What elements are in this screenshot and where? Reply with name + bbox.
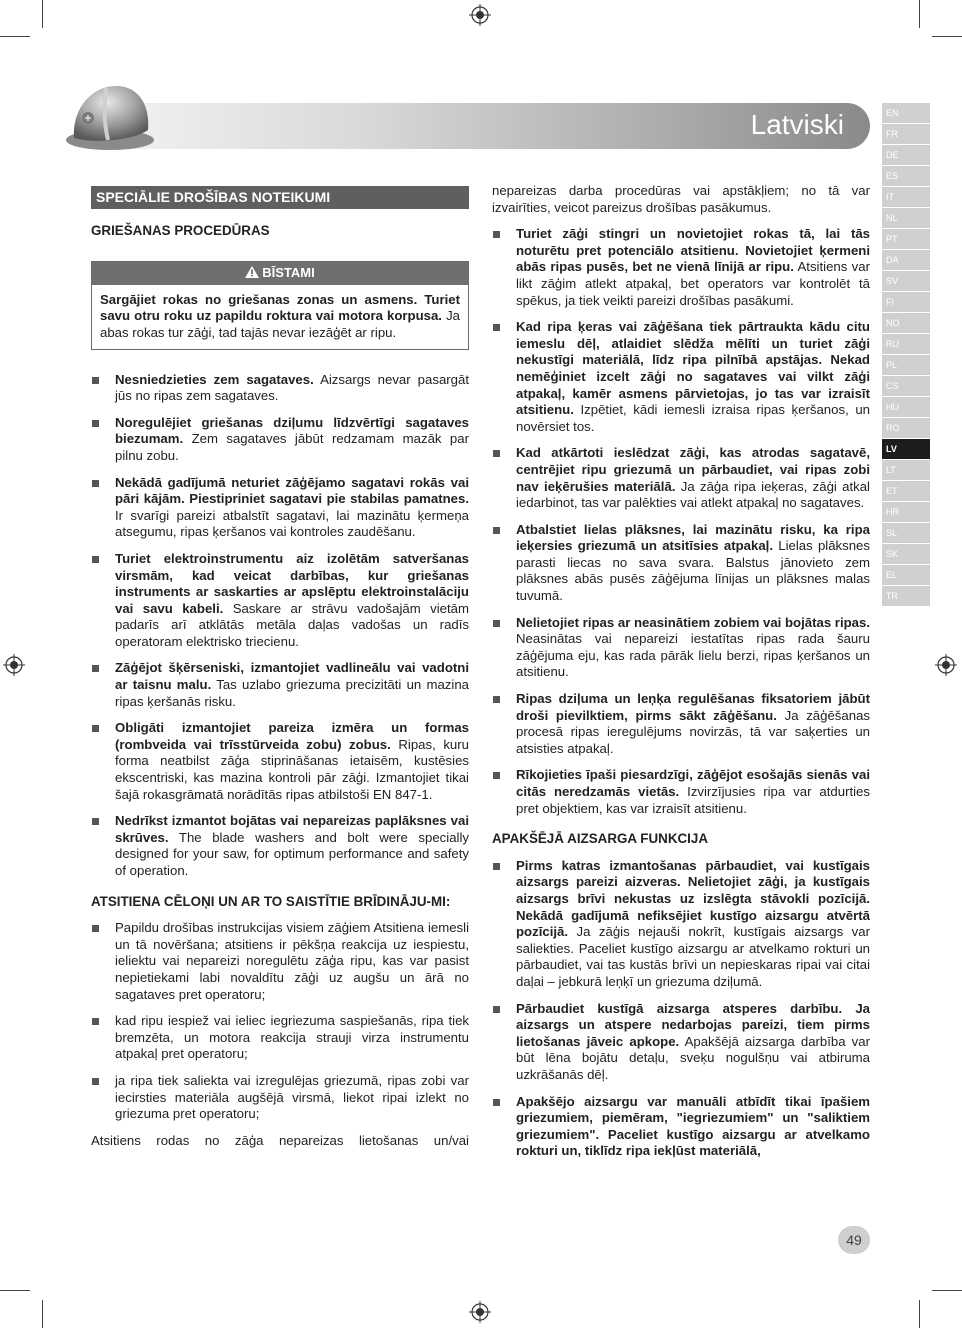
list-item: Nelietojiet ripas ar neasinātiem zobiem vai bojātas ripas. Neasinātas vai nepareizi iestatītas ripas rada šauru zāģējuma eju, kas rada pārāk lielu berzi, ripas ķeršanos un atsitienu.: [492, 615, 870, 681]
list-item: Nedrīkst izmantot bojātas vai nepareizas paplāksnes vai skrūves. The blade washers and bolt were specially designed for your saw, for optimum performance and safety of operation.: [91, 813, 469, 879]
lang-tab[interactable]: RU: [882, 334, 930, 354]
lang-tab[interactable]: ES: [882, 166, 930, 186]
page-title: Latviski: [750, 109, 844, 140]
lang-tab[interactable]: NO: [882, 313, 930, 333]
registration-mark-icon: [935, 654, 957, 676]
registration-mark-icon: [3, 654, 25, 676]
subheading-guard: APAKŠĒJĀ AIZSARGA FUNKCIJA: [492, 831, 709, 847]
lang-tab[interactable]: EL: [882, 565, 930, 585]
list-item: Nesniedzieties zem sagataves. Aizsargs nevar pasargāt jūs no ripas zem sagataves.: [91, 372, 469, 405]
lang-tab[interactable]: FI: [882, 292, 930, 312]
guard-list: [492, 858, 870, 1160]
page-number: 49: [838, 1226, 870, 1254]
subheading-cutting: GRIEŠANAS PROCEDŪRAS: [91, 222, 270, 238]
list-item: Kad atkārtoti ieslēdzat zāģi, kas atrodas sagatavē, centrējiet ripu griezumā un pārbaudiet, vai ripas zobi nav ieķērušies materiālā. Ja zāģa ripa ieķeras, zāģi atkal iedarbinot, tas var palēkties vai atlekt atpakaļ no sagataves.: [492, 445, 870, 511]
cutting-list: [91, 372, 469, 880]
crop-mark: [919, 1300, 920, 1328]
lang-tab[interactable]: HR: [882, 502, 930, 522]
registration-mark-icon: [469, 4, 491, 26]
crop-mark: [0, 1290, 30, 1291]
list-item: Pārbaudiet kustīgā aizsarga atsperes darbību. Ja aizsargs un atspere nedarbojas pareizi, tiem pirms lietošanas jāveic apkope. Apakšējā aizsarga darbība var būt lēna bojātu detaļu, sveķu nogulšņu vai atbiruma uzkrāšanās dēļ.: [492, 1001, 870, 1084]
lang-tab[interactable]: DE: [882, 145, 930, 165]
list-item: Nekādā gadījumā neturiet zāģējamo sagatavi rokās vai pāri kājām. Piestipriniet sagatavi pie stabilas pamatnes. Ir svarīgi pareizi atbalstīt sagatavi, lai mazinātu ķermeņa atsegumu, ripas ķeršanos vai kontroles zaudēšanu.: [91, 475, 469, 541]
danger-header: [92, 262, 468, 285]
list-item: Papildu drošības instrukcijas visiem zāģiem Atsitiena iemesli un tā novēršana; atsitiens ir pēkšņa reakcija uz iespiestu, ieliektu vai nepareizi noregulētu zāģa ripu, kas var pasist nepietiekami labi novaldītu zāģi uz augšu un ārā no sagataves pret operatoru;: [91, 920, 469, 1003]
lang-tab[interactable]: SK: [882, 544, 930, 564]
list-item: Turiet elektroinstrumentu aiz izolētām satveršanas virsmām, kad veicat darbības, kur griešanas instruments ar saskarties ar apslēptu elektroinstalāciju vai savu kabeli. Saskare ar strāvu vadošajām vietām padarīs arī atklātās metāla daļas vadošas un radīs operatoram elektrisko triecienu.: [91, 551, 469, 651]
lang-tab[interactable]: EN: [882, 103, 930, 123]
list-item: Noregulējiet griešanas dziļumu līdzvērtīgi sagataves biezumam. Zem sagataves jābūt redzamam mazāk par pilnu zobu.: [91, 415, 469, 465]
list-item: Rīkojieties īpaši piesardzīgi, zāģējot esošajās sienās vai citās neredzamās vietās. Izvirzījusies ripa var atdurties pret objektiem, kas var izraisīt atsitienu.: [492, 767, 870, 817]
list-item: ja ripa tiek saliekta vai izregulējas griezumā, ripas zobi var iecirsties materiāla augšējā virsmā, liekot ripai izlekt no griezuma pret operatoru;: [91, 1073, 469, 1123]
lang-tab[interactable]: LT: [882, 460, 930, 480]
crop-mark: [932, 1290, 962, 1291]
registration-mark-icon: [469, 1301, 491, 1323]
kickback-paragraph-continued: nepareizas darba procedūras vai apstākļiem; no tā var izvairīties, veicot pareizus drošības pasākumus.: [492, 183, 870, 215]
lang-tab[interactable]: TR: [882, 586, 930, 606]
subheading-kickback: ATSITIENA CĒLOŅI UN AR TO SAISTĪTIE BRĪDINĀJU-MI:: [91, 893, 451, 909]
lang-tab-active[interactable]: LV: [882, 439, 930, 459]
list-item: Atbalstiet lielas plāksnes, lai mazinātu risku, ka ripa ieķersies griezumā un atsitīsies atpakaļ. Lielas plāksnes parasti liecas no sava svara. Balstus jānovieto zem plāksnes abās pusēs zāģējuma līnijas un plāksnes malas tuvumā.: [492, 522, 870, 605]
list-item: Pirms katras izmantošanas pārbaudiet, vai kustīgais aizsargs pareizi aizveras. Nelietojiet zāģi, ja kustīgais aizsargs brīvi nekustas uz izslēgta stāvokli pozīcijā. Nekādā gadījumā nefiksējiet kustīgo aizsargu atvērtā pozīcijā. Ja zāģis nejauši nokrīt, kustīgais aizsargs var saliekties. Paceliet kustīgo aizsargu ar atvelkamo rokturi un pārbaudiet, vai tas kustās brīvi un nepieskaras ripai vai citai daļai – jebkurā leņķī un griezuma dziļumā.: [492, 858, 870, 991]
language-tabs: [882, 103, 930, 607]
list-item: Ripas dziļuma un leņķa regulēšanas fiksatoriem jābūt droši pievilktiem, pirms sākt zāģēšanu. Ja zāģēšanas procesā ripas ieregulējums novirzās, tā var saķerties un atsisties atpakaļ.: [492, 691, 870, 757]
header-banner: [90, 103, 870, 149]
list-item: Obligāti izmantojiet pareiza izmēra un formas (rombveida vai trīsstūrveida zobu) zobus. Ripas, kuru forma neatbilst zāģa stiprināšanas ietaisēm, kustēsies ekscentriski, kas mazina kontroli pār zāģi. Izmantojiet tikai šajā rokasgrāmatā norādītās ripas atbilstoši EN 847-1.: [91, 720, 469, 803]
lang-tab[interactable]: DA: [882, 250, 930, 270]
lang-tab[interactable]: FR: [882, 124, 930, 144]
list-item: Turiet zāģi stingri un novietojiet rokas tā, lai tās noturētu pret potenciālo atsitienu. Novietojiet ķermeni abās ripas pusēs, bet ne vienā līnijā ar ripu. Atsitiens var likt zāģim atlekt atpakaļ, bet operators var kontrolēt tā spēkus, ja tiek veikti pareizi drošības pasākumi.: [492, 226, 870, 309]
kickback-precautions-list: [492, 226, 870, 817]
lang-tab[interactable]: ET: [882, 481, 930, 501]
lang-tab[interactable]: CS: [882, 376, 930, 396]
crop-mark: [919, 0, 920, 28]
lang-tab[interactable]: IT: [882, 187, 930, 207]
danger-label: BĪSTAMI: [262, 265, 315, 281]
left-column: [91, 186, 469, 1149]
kickback-list: [91, 920, 469, 1123]
crop-mark: [42, 0, 43, 28]
crop-mark: [42, 1300, 43, 1328]
section-title: SPECIĀLIE DROŠĪBAS NOTEIKUMI: [91, 186, 469, 209]
danger-box: [91, 261, 469, 349]
list-item: Apakšējo aizsargu var manuāli atbīdīt tikai īpašiem griezumiem, piemēram, "iegriezumiem" un "saliktiem griezumiem". Paceliet kustīgo aizsargu ar atvelkamo rokturi un, tiklīdz ripa iekļūst materiālā,: [492, 1094, 870, 1160]
crop-mark: [0, 36, 30, 37]
lang-tab[interactable]: HU: [882, 397, 930, 417]
list-item: Zāģējot šķērseniski, izmantojiet vadlineālu vai vadotni ar taisnu malu. Tas uzlabo griezuma precizitāti un mazina ripas ķeršanās risku.: [91, 660, 469, 710]
lang-tab[interactable]: PT: [882, 229, 930, 249]
danger-text: Sargājiet rokas no griešanas zonas un asmens. Turiet savu otru roku uz papildu roktura vai motora korpusa. Ja abas rokas tur zāģi, tad tajās nevar iezāģēt ar ripu.: [100, 291, 461, 340]
kickback-paragraph: Atsitiens rodas no zāģa nepareizas lietošanas un/vai: [91, 1132, 469, 1148]
lang-tab[interactable]: RO: [882, 418, 930, 438]
lang-tab[interactable]: SV: [882, 271, 930, 291]
list-item: kad ripu iespiež vai ieliec iegriezuma saspiešanās, ripa tiek bremzēta, un motora reakcija strauji virza instrumentu atpakaļ pret operatoru;: [91, 1013, 469, 1063]
lang-tab[interactable]: NL: [882, 208, 930, 228]
helmet-icon: [64, 78, 156, 154]
warning-icon: [245, 266, 259, 278]
lang-tab[interactable]: PL: [882, 355, 930, 375]
right-column: [492, 183, 870, 1170]
lang-tab[interactable]: SL: [882, 523, 930, 543]
crop-mark: [932, 36, 962, 37]
list-item: Kad ripa ķeras vai zāģēšana tiek pārtraukta kādu citu iemeslu dēļ, atlaidiet slēdža mēlīti un turiet zāģi nekustīgi materiālā, līdz ripa pilnībā apstājas. Nekad nemēģiniet izcelt zāģi no sagataves vai vilkt zāģi atpakaļ, kamēr asmens pārvietojas, jo tas var izraisīt atsitienu. Izpētiet, kādi iemesli izraisa ripas ķeršanos, un novērsiet tos.: [492, 319, 870, 435]
